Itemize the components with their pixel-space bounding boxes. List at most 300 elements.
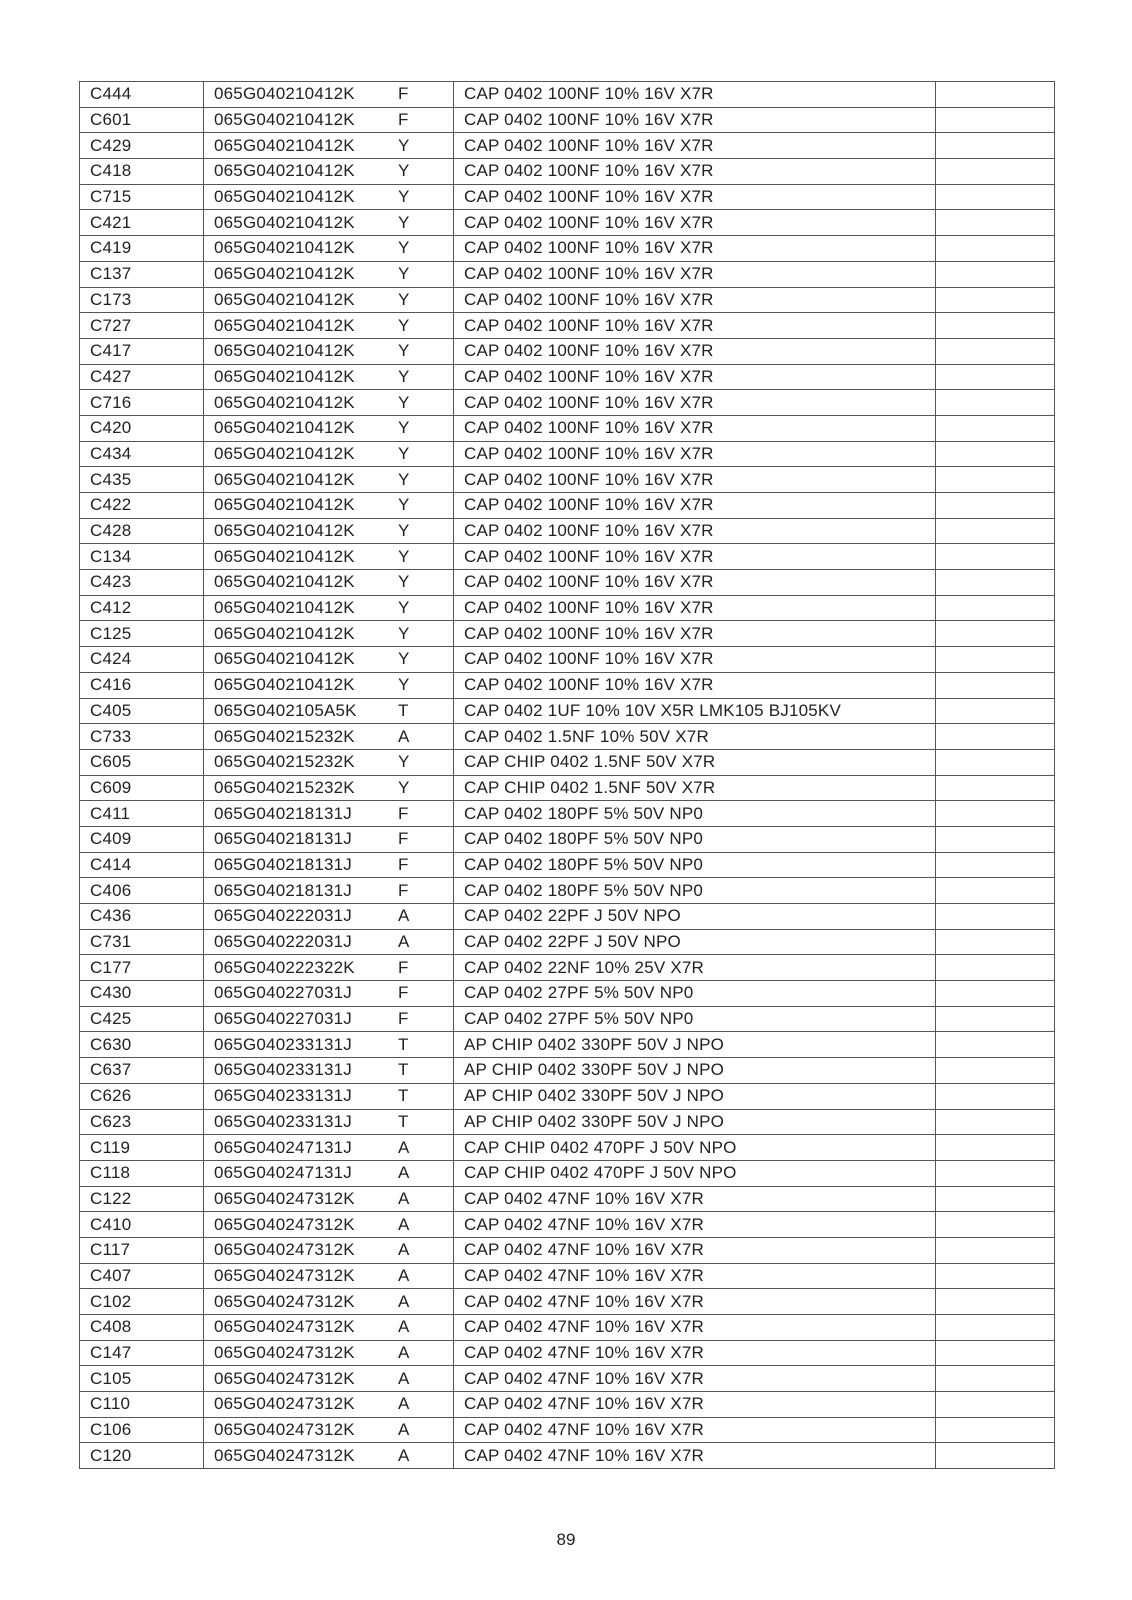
reference-cell [80,313,204,339]
part-description: CAP 0402 100NF 10% 16V X7R [464,341,714,361]
notes-cell [936,570,1055,596]
description-cell [454,210,936,236]
table-row [80,441,1055,467]
description-cell [454,1058,936,1084]
table-row [80,338,1055,364]
part-number-cell [204,1109,454,1135]
reference-cell [80,878,204,904]
part-number-cell [204,1443,454,1469]
reference-designator: C623 [90,1111,132,1131]
reference-designator: C421 [90,212,132,232]
part-number: 065G040210412K [214,675,355,695]
table-row [80,852,1055,878]
description-cell [454,672,936,698]
reference-designator: C405 [90,700,132,720]
table-row [80,133,1055,159]
notes-cell [936,338,1055,364]
reference-designator: C147 [90,1343,132,1363]
part-number-cell [204,1186,454,1212]
part-number: 065G040210412K [214,212,355,232]
part-description: CAP 0402 100NF 10% 16V X7R [464,649,714,669]
part-code: F [398,880,409,900]
part-description: CAP 0402 100NF 10% 16V X7R [464,110,714,130]
page-number: 89 [556,1530,576,1549]
part-number: 065G040210412K [214,366,355,386]
part-description: CAP 0402 22PF J 50V NPO [464,906,681,926]
part-number: 065G040233131J [214,1034,352,1054]
part-number-cell [204,878,454,904]
part-number: 065G040218131J [214,829,352,849]
part-code: A [398,1394,410,1414]
part-number-cell [204,1263,454,1289]
part-description: CAP 0402 100NF 10% 16V X7R [464,84,714,104]
part-description: CAP 0402 100NF 10% 16V X7R [464,495,714,515]
part-description: CAP 0402 22NF 10% 25V X7R [464,957,704,977]
part-code: A [398,906,410,926]
part-code: Y [398,289,410,309]
part-number-cell [204,210,454,236]
notes-cell [936,1392,1055,1418]
reference-designator: C733 [90,726,132,746]
part-code: Y [398,623,410,643]
part-number-cell [204,313,454,339]
reference-cell [80,236,204,262]
reference-designator: C414 [90,854,132,874]
part-number-cell [204,467,454,493]
part-number-cell [204,1006,454,1032]
part-number: 065G040247131J [214,1137,352,1157]
reference-cell [80,364,204,390]
table-row [80,724,1055,750]
reference-cell [80,518,204,544]
notes-cell [936,1006,1055,1032]
part-code: Y [398,598,410,618]
part-number: 065G0402105A5K [214,700,357,720]
parts-table-body [80,82,1055,1469]
description-cell [454,1417,936,1443]
notes-cell [936,82,1055,108]
description-cell [454,1160,936,1186]
reference-cell [80,133,204,159]
reference-cell [80,1135,204,1161]
part-code: Y [398,777,410,797]
part-description: CAP 0402 180PF 5% 50V NP0 [464,854,704,874]
notes-cell [936,1417,1055,1443]
notes-cell [936,1083,1055,1109]
part-code: Y [398,752,410,772]
notes-cell [936,878,1055,904]
description-cell [454,570,936,596]
part-number-cell [204,184,454,210]
description-cell [454,493,936,519]
part-number-cell [204,724,454,750]
part-number-cell [204,955,454,981]
notes-cell [936,415,1055,441]
reference-designator: C408 [90,1317,132,1337]
part-code: A [398,932,410,952]
part-description: CAP CHIP 0402 1.5NF 50V X7R [464,752,716,772]
part-number-cell [204,1212,454,1238]
notes-cell [936,390,1055,416]
part-code: Y [398,366,410,386]
part-number-cell [204,493,454,519]
part-description: CAP 0402 47NF 10% 16V X7R [464,1420,704,1440]
reference-cell [80,1340,204,1366]
description-cell [454,647,936,673]
part-description: CAP 0402 100NF 10% 16V X7R [464,161,714,181]
table-row [80,1340,1055,1366]
part-number: 065G040247312K [214,1291,355,1311]
reference-designator: C407 [90,1265,132,1285]
part-number: 065G040233131J [214,1086,352,1106]
reference-cell [80,1212,204,1238]
part-code: Y [398,572,410,592]
part-number: 065G040233131J [214,1111,352,1131]
part-description: CAP CHIP 0402 470PF J 50V NPO [464,1137,737,1157]
part-number: 065G040227031J [214,1009,352,1029]
reference-designator: C120 [90,1445,132,1465]
table-row [80,544,1055,570]
reference-cell [80,595,204,621]
reference-cell [80,570,204,596]
part-number-cell [204,698,454,724]
part-number: 065G040247312K [214,1368,355,1388]
part-description: AP CHIP 0402 330PF 50V J NPO [464,1034,725,1054]
description-cell [454,1186,936,1212]
part-number-cell [204,338,454,364]
part-description: CAP 0402 47NF 10% 16V X7R [464,1240,704,1260]
part-description: CAP 0402 47NF 10% 16V X7R [464,1343,704,1363]
reference-designator: C102 [90,1291,132,1311]
table-row [80,1443,1055,1469]
part-code: Y [398,546,410,566]
part-number: 065G040215232K [214,726,355,746]
part-number-cell [204,1315,454,1341]
part-number-cell [204,801,454,827]
part-description: CAP CHIP 0402 1.5NF 50V X7R [464,777,716,797]
notes-cell [936,595,1055,621]
reference-designator: C409 [90,829,132,849]
part-code: T [398,1034,409,1054]
part-number-cell [204,236,454,262]
table-row [80,1212,1055,1238]
reference-cell [80,1109,204,1135]
part-code: Y [398,469,410,489]
part-description: CAP 0402 180PF 5% 50V NP0 [464,829,704,849]
reference-cell [80,1315,204,1341]
table-row [80,493,1055,519]
description-cell [454,1083,936,1109]
reference-designator: C117 [90,1240,131,1260]
part-code: A [398,726,410,746]
table-row [80,1237,1055,1263]
reference-designator: C420 [90,418,132,438]
part-description: CAP 0402 22PF J 50V NPO [464,932,681,952]
notes-cell [936,107,1055,133]
notes-cell [936,981,1055,1007]
description-cell [454,544,936,570]
description-cell [454,261,936,287]
part-number: 065G040210412K [214,135,355,155]
description-cell [454,441,936,467]
reference-designator: C422 [90,495,132,515]
description-cell [454,287,936,313]
reference-designator: C434 [90,443,132,463]
reference-cell [80,826,204,852]
part-code: Y [398,649,410,669]
part-code: Y [398,418,410,438]
reference-cell [80,493,204,519]
description-cell [454,724,936,750]
table-row [80,570,1055,596]
description-cell [454,749,936,775]
description-cell [454,929,936,955]
part-number: 065G040210412K [214,84,355,104]
description-cell [454,82,936,108]
reference-designator: C105 [90,1368,132,1388]
description-cell [454,390,936,416]
part-number: 065G040210412K [214,443,355,463]
reference-designator: C716 [90,392,132,412]
part-description: CAP 0402 47NF 10% 16V X7R [464,1394,704,1414]
part-code: T [398,1060,409,1080]
notes-cell [936,852,1055,878]
part-number: 065G040210412K [214,187,355,207]
description-cell [454,364,936,390]
table-row [80,981,1055,1007]
notes-cell [936,1366,1055,1392]
reference-cell [80,1443,204,1469]
description-cell [454,1212,936,1238]
reference-cell [80,1366,204,1392]
part-number-cell [204,287,454,313]
part-number-cell [204,1160,454,1186]
reference-cell [80,904,204,930]
part-code: T [398,700,409,720]
notes-cell [936,929,1055,955]
notes-cell [936,904,1055,930]
part-description: CAP 0402 47NF 10% 16V X7R [464,1188,704,1208]
description-cell [454,1340,936,1366]
table-row [80,287,1055,313]
reference-designator: C435 [90,469,132,489]
reference-cell [80,1006,204,1032]
part-code: Y [398,135,410,155]
part-number-cell [204,107,454,133]
part-number: 065G040215232K [214,777,355,797]
table-row [80,904,1055,930]
notes-cell [936,287,1055,313]
part-description: CAP CHIP 0402 470PF J 50V NPO [464,1163,737,1183]
reference-designator: C417 [90,341,132,361]
part-description: CAP 0402 180PF 5% 50V NP0 [464,803,704,823]
part-number-cell [204,929,454,955]
part-number: 065G040247312K [214,1343,355,1363]
part-code: Y [398,212,410,232]
part-number: 065G040210412K [214,110,355,130]
part-description: CAP 0402 100NF 10% 16V X7R [464,598,714,618]
notes-cell [936,1263,1055,1289]
part-code: Y [398,341,410,361]
description-cell [454,313,936,339]
reference-designator: C118 [90,1163,131,1183]
part-number: 065G040210412K [214,264,355,284]
reference-designator: C731 [90,932,132,952]
description-cell [454,1315,936,1341]
part-number: 065G040215232K [214,752,355,772]
reference-cell [80,261,204,287]
table-row [80,1109,1055,1135]
notes-cell [936,236,1055,262]
table-row [80,518,1055,544]
table-row [80,1135,1055,1161]
reference-cell [80,1417,204,1443]
reference-cell [80,287,204,313]
part-description: CAP 0402 100NF 10% 16V X7R [464,315,714,335]
table-row [80,415,1055,441]
part-number: 065G040210412K [214,572,355,592]
notes-cell [936,1212,1055,1238]
part-code: A [398,1265,410,1285]
part-number-cell [204,390,454,416]
table-row [80,184,1055,210]
description-cell [454,955,936,981]
reference-designator: C637 [90,1060,132,1080]
part-number-cell [204,1366,454,1392]
part-number-cell [204,570,454,596]
notes-cell [936,724,1055,750]
reference-designator: C411 [90,803,131,823]
part-code: F [398,854,409,874]
parts-table [79,81,1055,1469]
part-description: AP CHIP 0402 330PF 50V J NPO [464,1086,725,1106]
notes-cell [936,698,1055,724]
part-number-cell [204,1135,454,1161]
description-cell [454,184,936,210]
part-number: 065G040218131J [214,880,352,900]
reference-designator: C423 [90,572,132,592]
part-code: Y [398,675,410,695]
part-number: 065G040218131J [214,803,352,823]
notes-cell [936,518,1055,544]
part-number-cell [204,133,454,159]
description-cell [454,878,936,904]
description-cell [454,1109,936,1135]
part-number: 065G040210412K [214,161,355,181]
notes-cell [936,1109,1055,1135]
part-description: CAP 0402 100NF 10% 16V X7R [464,623,714,643]
reference-cell [80,621,204,647]
table-row [80,467,1055,493]
part-description: CAP 0402 47NF 10% 16V X7R [464,1445,704,1465]
part-number-cell [204,544,454,570]
part-code: Y [398,264,410,284]
description-cell [454,236,936,262]
notes-cell [936,1237,1055,1263]
table-row [80,390,1055,416]
part-code: Y [398,315,410,335]
notes-cell [936,1340,1055,1366]
notes-cell [936,261,1055,287]
table-row [80,1160,1055,1186]
part-number-cell [204,852,454,878]
table-row [80,826,1055,852]
table-row [80,647,1055,673]
part-number: 065G040227031J [214,983,352,1003]
reference-cell [80,1032,204,1058]
notes-cell [936,1315,1055,1341]
reference-designator: C125 [90,623,132,643]
part-number-cell [204,364,454,390]
table-row [80,1058,1055,1084]
part-description: CAP 0402 180PF 5% 50V NP0 [464,880,704,900]
table-row [80,107,1055,133]
reference-designator: C419 [90,238,132,258]
reference-cell [80,544,204,570]
table-row [80,1315,1055,1341]
part-number: 065G040210412K [214,238,355,258]
notes-cell [936,467,1055,493]
reference-designator: C137 [90,264,132,284]
part-number: 065G040247312K [214,1420,355,1440]
part-code: F [398,957,409,977]
table-row [80,82,1055,108]
reference-cell [80,647,204,673]
notes-cell [936,1032,1055,1058]
description-cell [454,1006,936,1032]
table-row [80,1186,1055,1212]
reference-designator: C406 [90,880,132,900]
notes-cell [936,159,1055,185]
description-cell [454,467,936,493]
reference-cell [80,929,204,955]
part-number-cell [204,647,454,673]
reference-cell [80,390,204,416]
reference-cell [80,1289,204,1315]
part-number: 065G040210412K [214,521,355,541]
reference-designator: C106 [90,1420,132,1440]
description-cell [454,133,936,159]
notes-cell [936,1289,1055,1315]
reference-designator: C122 [90,1188,132,1208]
description-cell [454,107,936,133]
part-number-cell [204,415,454,441]
part-description: CAP 0402 47NF 10% 16V X7R [464,1368,704,1388]
part-description: CAP 0402 27PF 5% 50V NP0 [464,983,694,1003]
reference-designator: C428 [90,521,132,541]
notes-cell [936,313,1055,339]
table-row [80,672,1055,698]
part-number-cell [204,775,454,801]
description-cell [454,1263,936,1289]
part-number-cell [204,82,454,108]
table-row [80,955,1055,981]
part-number: 065G040222031J [214,932,352,952]
reference-designator: C427 [90,366,132,386]
table-row [80,236,1055,262]
notes-cell [936,441,1055,467]
description-cell [454,1443,936,1469]
part-code: A [398,1137,410,1157]
reference-designator: C410 [90,1214,132,1234]
part-number: 065G040247312K [214,1445,355,1465]
part-number: 065G040210412K [214,418,355,438]
part-code: F [398,84,409,104]
notes-cell [936,672,1055,698]
part-description: CAP 0402 47NF 10% 16V X7R [464,1214,704,1234]
part-number-cell [204,1058,454,1084]
part-code: T [398,1111,409,1131]
